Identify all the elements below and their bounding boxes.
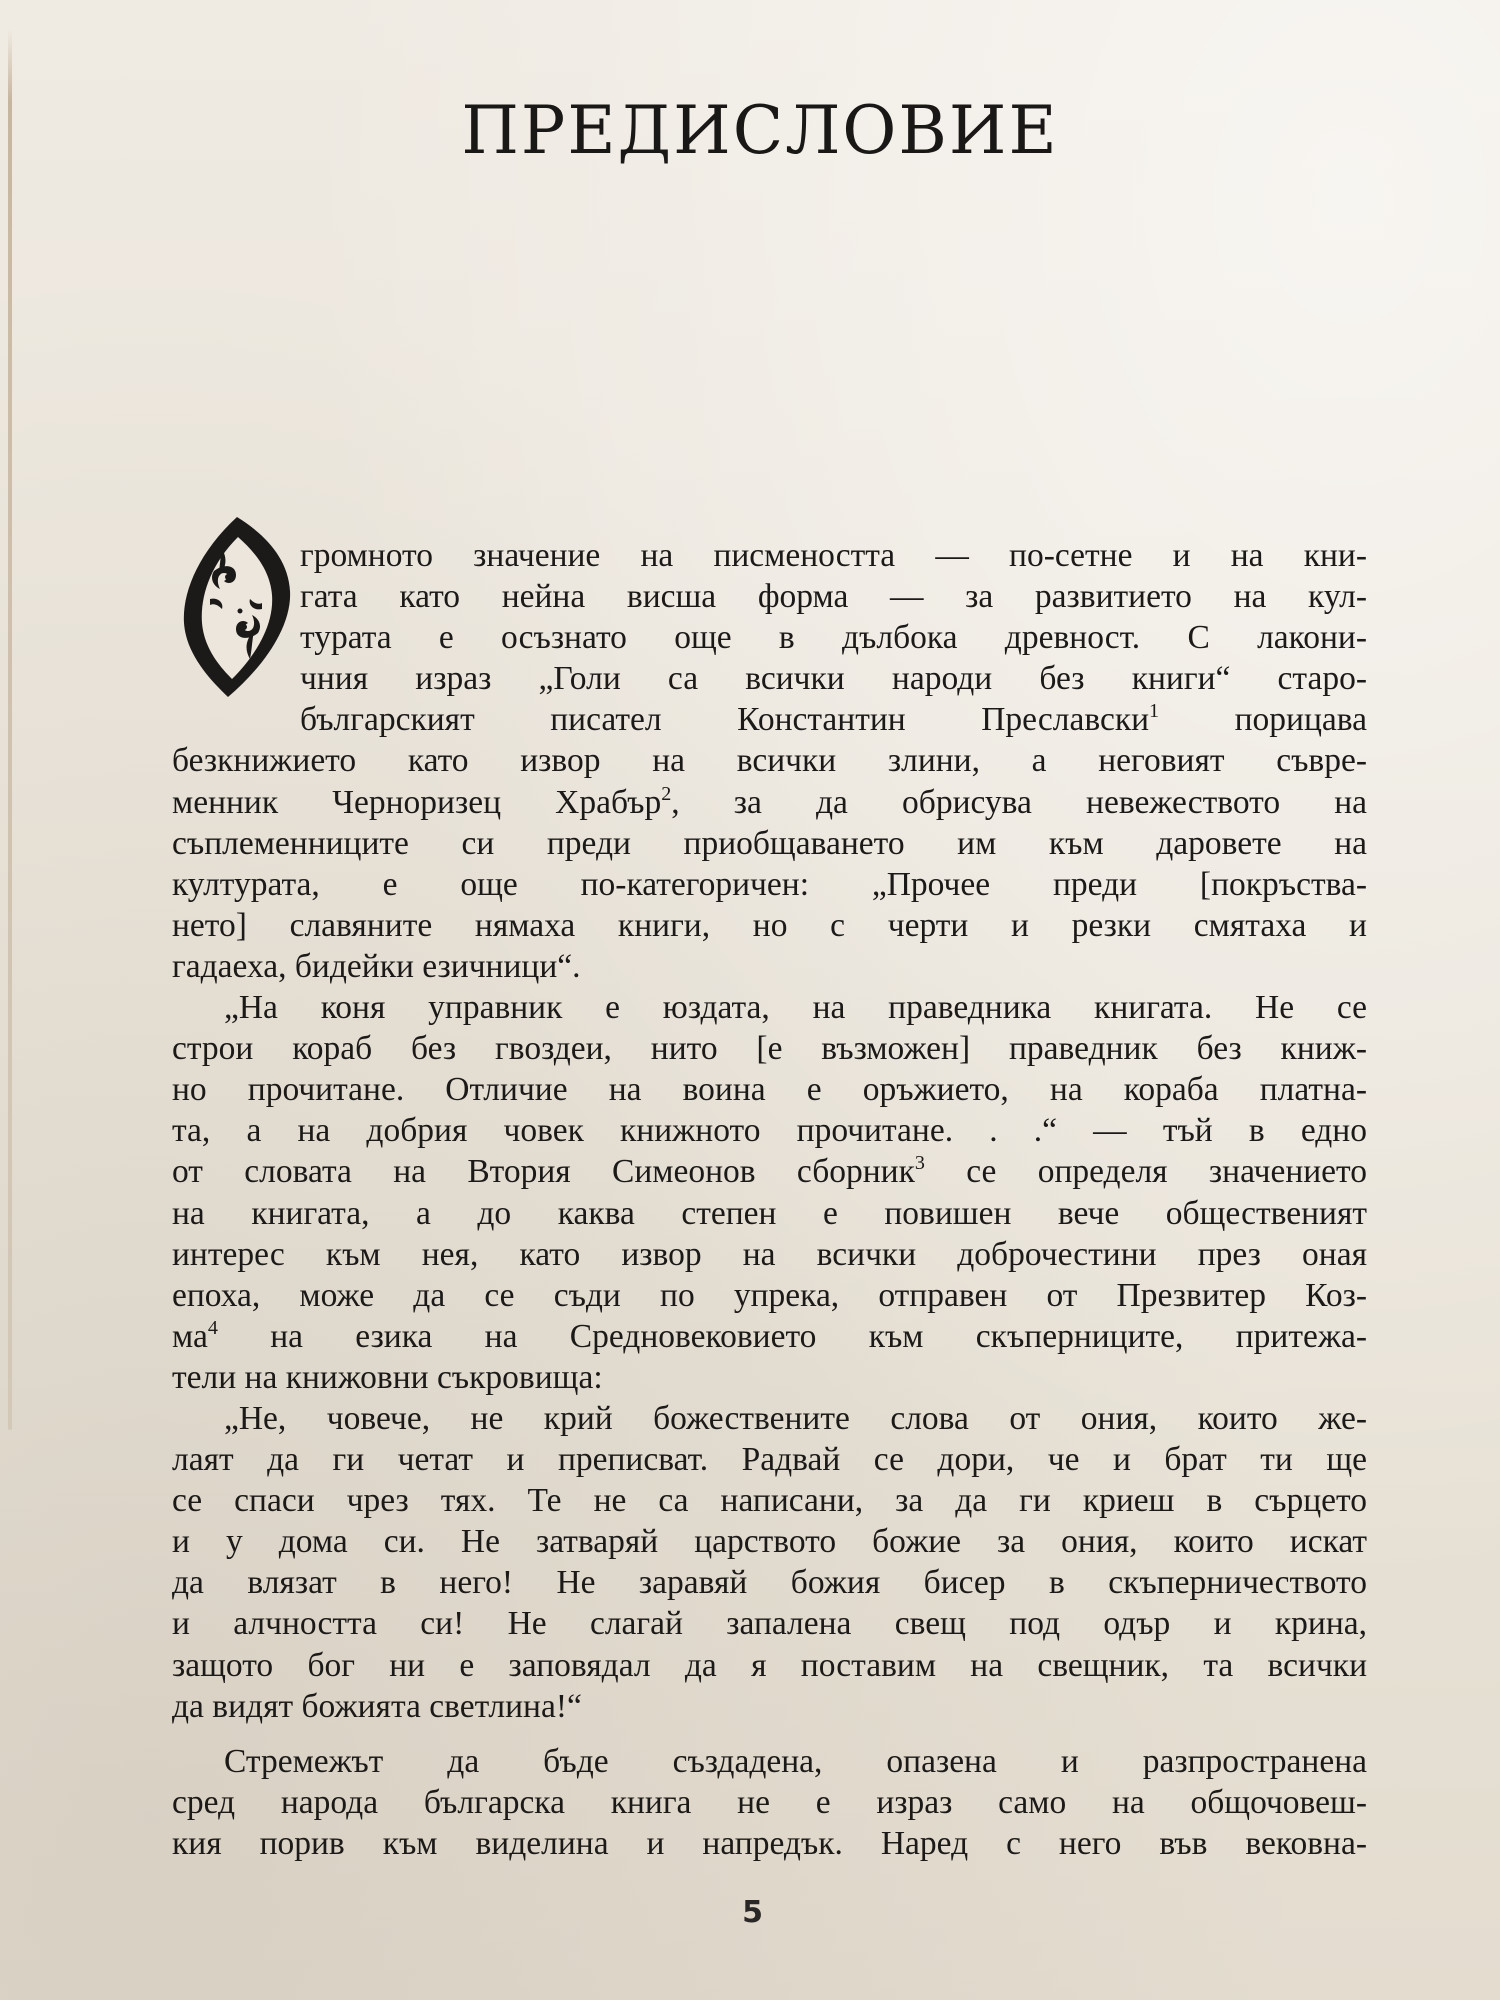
text-line: се спаси чрез тях. Те не са написани, за да ги криеш в сърцето [172,1482,1367,1520]
text-line: но прочитане. Отличие на воина е оръжието, на кораба платна- [172,1071,1367,1109]
text-line: лаят да ги четат и преписват. Радвай се дори, че и брат ти ще [172,1441,1367,1479]
paragraph-gap [172,1727,1367,1741]
footnote-ref-2[interactable]: 2 [661,782,672,805]
text-line: и алчността си! Не слагай запалена свещ под одър и крина, [172,1605,1367,1643]
text-line: да видят божията светлина!“ [172,1687,582,1725]
text-line: съплеменниците си преди приобщаването им към даровете на [172,824,1367,862]
text-line: от словата на Втория Симеонов сборник$^3$ се определя значението [172,1152,1367,1191]
text-line: епоха, може да се съди по упрека, отправен от Презвитер Коз- [172,1276,1367,1314]
preface-body-text [172,535,1367,1864]
text-line: тели на книжовни съкровища: [172,1358,603,1396]
text-line: българският писател Константин Преславски$^1$ порицава [300,700,1367,739]
text-line: безкнижието като извор на всички злини, а неговият съвре- [172,742,1367,780]
text-line: защото бог ни е заповядал да я поставим на свещник, та всички [172,1646,1367,1684]
page-title: ПРЕДИСЛОВИЕ [461,92,1059,169]
text-line: културата, е още по-категоричен: „Прочее преди [покръства- [172,865,1367,903]
text-line: да влязат в него! Не заравяй божия бисер в скъперничеството [172,1564,1367,1602]
text-line: строи кораб без гвоздеи, нито [е възможен] праведник без книж- [172,1030,1367,1068]
text-line: та, а на добрия човек книжното прочитане. . .“ — тъй в едно [172,1112,1367,1150]
text-line: интерес към нея, като извор на всички доброчестини през оная [172,1235,1367,1273]
text-line: чния израз „Голи са всички народи без книги“ старо- [300,660,1367,698]
text-line: на книгата, а до каква степен е повишен вече общественият [172,1194,1367,1232]
text-line: гадаеха, бидейки езичници“. [172,947,581,985]
text-line: нето] славяните нямаха книги, но с черти и резки смятаха и [172,906,1367,944]
footnote-ref-4[interactable]: 4 [207,1316,218,1339]
page-edge-stain [8,30,12,1430]
text-line: менник Черноризец Храбър$^2$, за да обрисува невежеството на [172,782,1367,821]
text-line: „Не, човече, не крий божествените слова от ония, които же- [224,1399,1367,1437]
footnote-ref-1[interactable]: 1 [1149,700,1160,723]
text-line: „На коня управник е юздата, на праведника книгата. Не се [224,989,1367,1027]
footnote-ref-3[interactable]: 3 [914,1152,925,1175]
text-line: Стремежът да бъде създадена, опазена и разпространена [224,1742,1367,1780]
text-line: $ма^4$ на езика на Средновековието към скъперниците, притежа- [172,1316,1367,1355]
text-line: громното значение на писмеността — по-сетне и на кни- [300,537,1367,574]
page-number: 5 [742,1895,763,1930]
text-line: турата е осъзнато още в дълбока древност. С лакони- [300,619,1367,657]
text-line: кия порив към виделина и напредък. Наред с него във вековна- [172,1824,1367,1862]
text-line: сред народа българска книга не е израз само на общочовеш- [172,1783,1367,1821]
text-line: гата като нейна висша форма — за развитието на кул- [300,578,1367,616]
text-line: и у дома си. Не затваряй царството божие за ония, които искат [172,1523,1367,1561]
